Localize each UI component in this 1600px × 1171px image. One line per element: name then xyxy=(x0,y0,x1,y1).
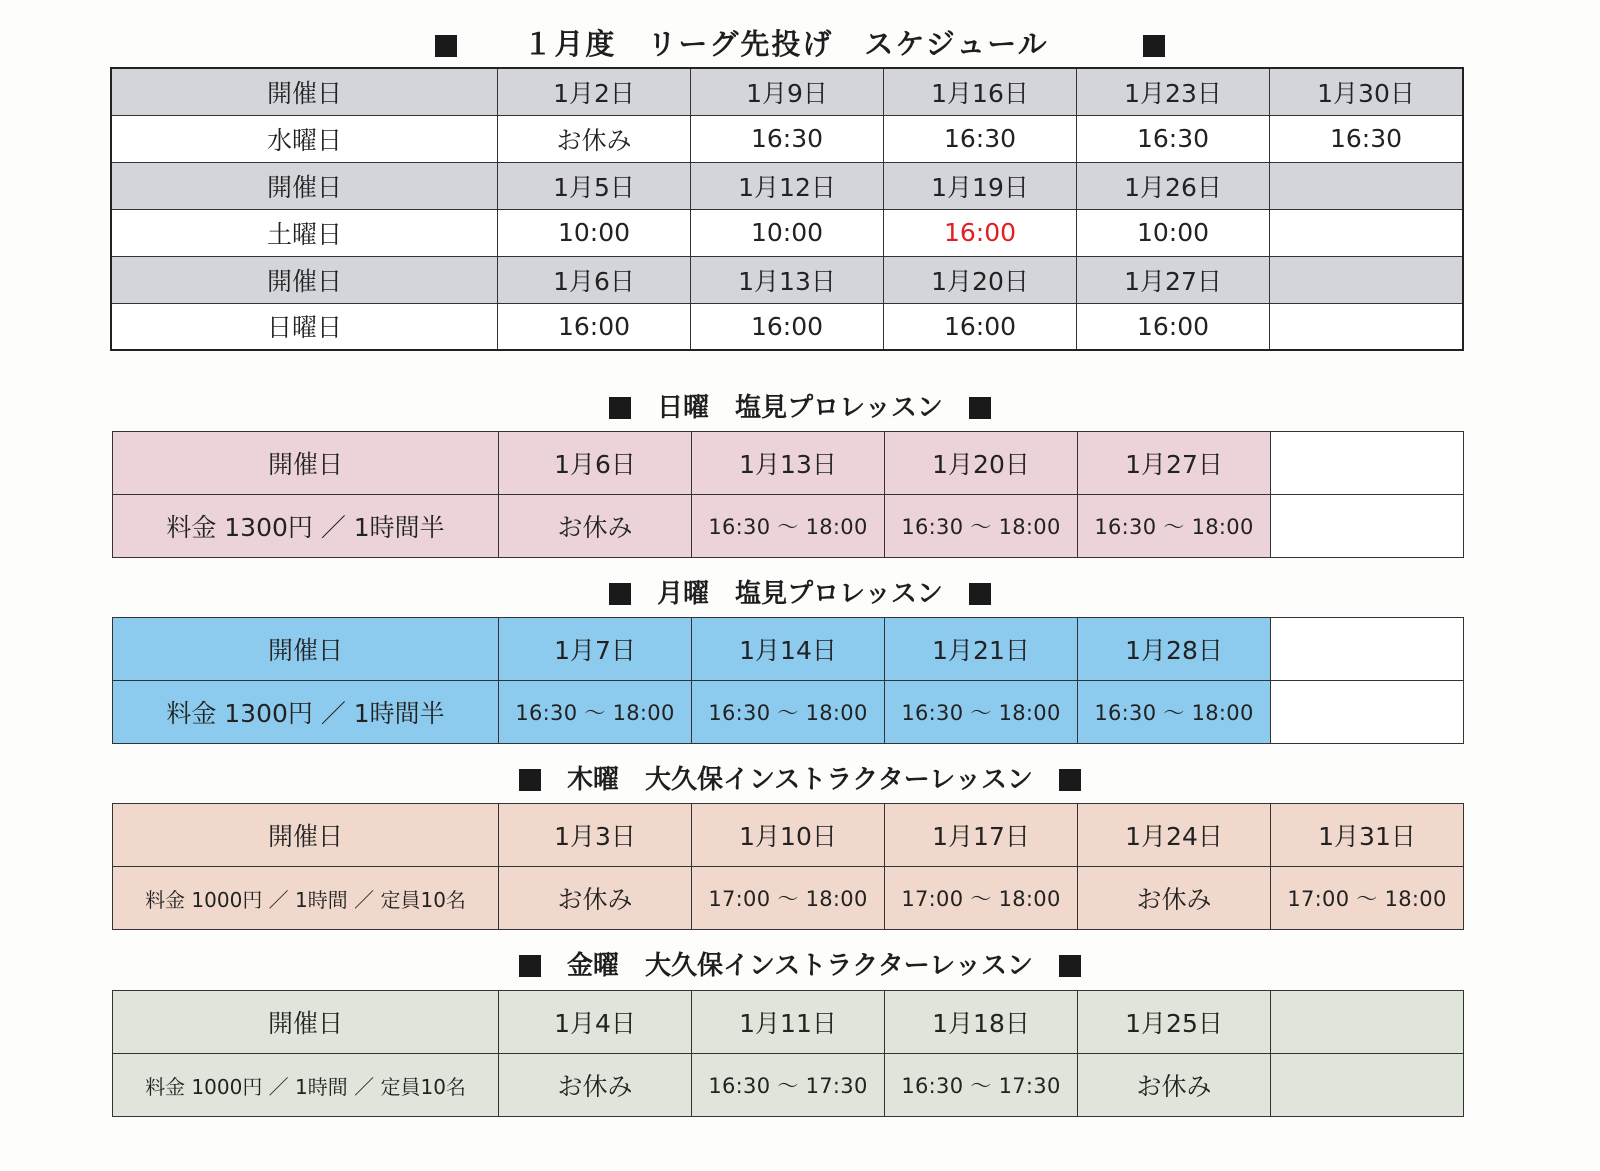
date-cell: 1月25日 xyxy=(1078,991,1271,1054)
empty-cell xyxy=(1271,991,1464,1054)
date-row xyxy=(113,991,1464,1054)
date-cell: 1月9日 xyxy=(691,68,884,115)
date-cell: 1月18日 xyxy=(885,991,1078,1054)
time-cell: 16:30 ～ 18:00 xyxy=(1078,681,1271,744)
date-cell: 1月24日 xyxy=(1078,804,1271,867)
date-label: 開催日 xyxy=(113,618,499,681)
thursday-lesson-heading xyxy=(0,759,1600,796)
date-cell: 1月3日 xyxy=(499,804,692,867)
date-label: 開催日 xyxy=(111,68,498,115)
time-row xyxy=(113,681,1464,744)
time-row xyxy=(113,495,1464,558)
time-cell: 17:00 ～ 18:00 xyxy=(692,867,885,930)
friday-lesson-heading xyxy=(0,945,1600,982)
date-cell: 1月27日 xyxy=(1077,256,1270,303)
date-cell: 1月26日 xyxy=(1077,162,1270,209)
date-cell: 1月31日 xyxy=(1271,804,1464,867)
time-cell: 17:00 ～ 18:00 xyxy=(1271,867,1464,930)
sunday-lesson-table xyxy=(112,431,1464,558)
square-bullet-icon xyxy=(609,397,631,419)
time-cell: 16:00 xyxy=(498,303,691,350)
date-cell: 1月14日 xyxy=(692,618,885,681)
time-cell: 16:30 ～ 18:00 xyxy=(885,681,1078,744)
monday-lesson-table xyxy=(112,617,1464,744)
empty-cell xyxy=(1270,209,1464,256)
thursday-lesson-title: 木曜 大久保インストラクターレッスン xyxy=(567,765,1033,795)
date-row xyxy=(113,432,1464,495)
weekday-label: 日曜日 xyxy=(111,303,498,350)
weekday-label: 水曜日 xyxy=(111,115,498,162)
weekday-label: 土曜日 xyxy=(111,209,498,256)
time-cell: 16:30 ～ 18:00 xyxy=(692,495,885,558)
time-cell: 17:00 ～ 18:00 xyxy=(885,867,1078,930)
square-bullet-icon xyxy=(609,583,631,605)
wednesday-time-row xyxy=(111,115,1463,162)
monday-lesson-title: 月曜 塩見プロレッスン xyxy=(657,579,943,609)
date-cell: 1月13日 xyxy=(691,256,884,303)
empty-cell xyxy=(1271,432,1464,495)
date-label: 開催日 xyxy=(113,991,499,1054)
saturday-date-row xyxy=(111,162,1463,209)
time-cell: お休み xyxy=(499,1054,692,1117)
wednesday-date-row xyxy=(111,68,1463,115)
date-cell: 1月27日 xyxy=(1078,432,1271,495)
square-bullet-icon xyxy=(1059,769,1081,791)
empty-cell xyxy=(1271,495,1464,558)
square-bullet-icon xyxy=(519,955,541,977)
square-bullet-icon xyxy=(969,583,991,605)
time-cell: お休み xyxy=(1078,867,1271,930)
time-cell: 16:00 xyxy=(691,303,884,350)
square-bullet-icon xyxy=(519,769,541,791)
date-cell: 1月20日 xyxy=(884,256,1077,303)
time-row xyxy=(113,1054,1464,1117)
date-cell: 1月12日 xyxy=(691,162,884,209)
friday-lesson-table xyxy=(112,990,1464,1117)
fee-label: 料金 1000円 ／ 1時間 ／ 定員10名 xyxy=(113,1054,499,1117)
monday-lesson-heading xyxy=(0,573,1600,610)
time-cell: お休み xyxy=(499,867,692,930)
empty-cell xyxy=(1271,618,1464,681)
sunday-date-row xyxy=(111,256,1463,303)
fee-label: 料金 1300円 ／ 1時間半 xyxy=(113,495,499,558)
time-cell-highlighted: 16:00 xyxy=(884,209,1077,256)
date-row xyxy=(113,804,1464,867)
date-cell: 1月2日 xyxy=(498,68,691,115)
date-cell: 1月23日 xyxy=(1077,68,1270,115)
time-cell: 16:30 ～ 18:00 xyxy=(692,681,885,744)
fee-label: 料金 1000円 ／ 1時間 ／ 定員10名 xyxy=(113,867,499,930)
time-cell: 16:30 ～ 18:00 xyxy=(499,681,692,744)
date-cell: 1月6日 xyxy=(498,256,691,303)
saturday-time-row xyxy=(111,209,1463,256)
date-cell: 1月11日 xyxy=(692,991,885,1054)
friday-lesson-title: 金曜 大久保インストラクターレッスン xyxy=(567,951,1033,981)
league-schedule-title: １月度 リーグ先投げ スケジュール xyxy=(523,27,1049,61)
time-cell: 16:30 xyxy=(884,115,1077,162)
time-cell: 16:30 ～ 17:30 xyxy=(885,1054,1078,1117)
time-cell: 10:00 xyxy=(1077,209,1270,256)
empty-cell xyxy=(1270,256,1464,303)
date-row xyxy=(113,618,1464,681)
date-cell: 1月19日 xyxy=(884,162,1077,209)
fee-label: 料金 1300円 ／ 1時間半 xyxy=(113,681,499,744)
empty-cell xyxy=(1270,303,1464,350)
date-cell: 1月16日 xyxy=(884,68,1077,115)
sunday-lesson-heading xyxy=(0,387,1600,424)
date-cell: 1月6日 xyxy=(499,432,692,495)
square-bullet-icon xyxy=(1143,35,1165,57)
date-label: 開催日 xyxy=(111,256,498,303)
date-label: 開催日 xyxy=(113,432,499,495)
time-cell: お休み xyxy=(499,495,692,558)
square-bullet-icon xyxy=(1059,955,1081,977)
time-cell: お休み xyxy=(1078,1054,1271,1117)
time-cell: 16:30 xyxy=(1270,115,1464,162)
time-cell: 10:00 xyxy=(691,209,884,256)
empty-cell xyxy=(1271,1054,1464,1117)
date-cell: 1月10日 xyxy=(692,804,885,867)
time-cell: 16:30 ～ 18:00 xyxy=(885,495,1078,558)
date-cell: 1月4日 xyxy=(499,991,692,1054)
time-cell: 16:30 ～ 17:30 xyxy=(692,1054,885,1117)
time-cell: 16:00 xyxy=(884,303,1077,350)
thursday-lesson-table xyxy=(112,803,1464,930)
date-cell: 1月5日 xyxy=(498,162,691,209)
time-cell: 16:30 xyxy=(1077,115,1270,162)
time-cell: 16:30 ～ 18:00 xyxy=(1078,495,1271,558)
empty-cell xyxy=(1270,162,1464,209)
sunday-time-row xyxy=(111,303,1463,350)
time-cell: 16:30 xyxy=(691,115,884,162)
date-cell: 1月17日 xyxy=(885,804,1078,867)
date-cell: 1月21日 xyxy=(885,618,1078,681)
date-label: 開催日 xyxy=(111,162,498,209)
time-cell: 16:00 xyxy=(1077,303,1270,350)
date-label: 開催日 xyxy=(113,804,499,867)
date-cell: 1月20日 xyxy=(885,432,1078,495)
date-cell: 1月30日 xyxy=(1270,68,1464,115)
time-row xyxy=(113,867,1464,930)
date-cell: 1月28日 xyxy=(1078,618,1271,681)
empty-cell xyxy=(1271,681,1464,744)
date-cell: 1月7日 xyxy=(499,618,692,681)
time-cell: 10:00 xyxy=(498,209,691,256)
league-schedule-table xyxy=(110,67,1464,351)
league-schedule-heading xyxy=(0,22,1600,63)
time-cell: お休み xyxy=(498,115,691,162)
date-cell: 1月13日 xyxy=(692,432,885,495)
sunday-lesson-title: 日曜 塩見プロレッスン xyxy=(657,393,943,423)
square-bullet-icon xyxy=(969,397,991,419)
square-bullet-icon xyxy=(435,35,457,57)
